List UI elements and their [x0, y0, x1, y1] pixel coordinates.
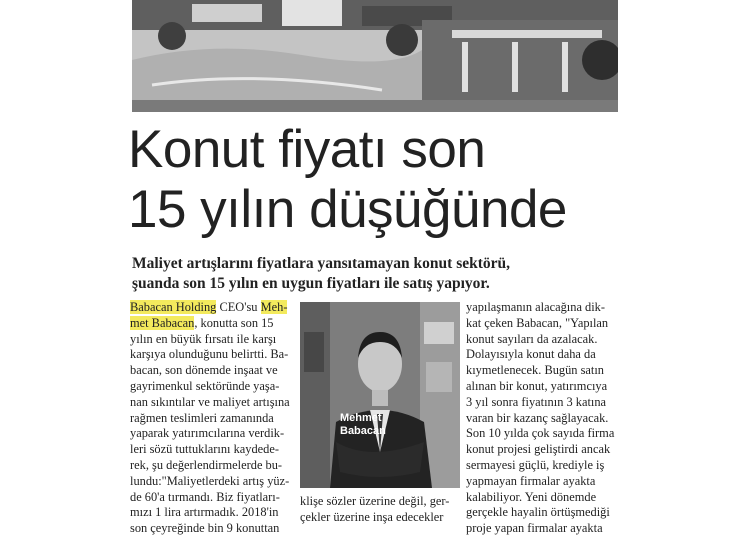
headline-line-2: 15 yılın düşüğünde	[128, 180, 567, 239]
column-1-line: rağmen teslimleri zamanında	[130, 410, 274, 425]
column-1-line: leri sözü tuttuklarını kaydede-	[130, 442, 279, 457]
headline-line-1: Konut fiyatı son	[128, 120, 486, 179]
column-1-line: yılın en büyük fırsatı ile karşı	[130, 331, 277, 346]
column-3-line: 3 yıl sonra fiyatının 3 katına	[466, 394, 607, 409]
highlighted-person-name: Meh-	[260, 300, 288, 314]
column-1-line: karşıya olunduğunu belirtti. Ba-	[130, 347, 289, 362]
subheadline-line-1: Maliyet artışlarını fiyatlara yansıtamayan konut sektörü,	[132, 255, 511, 272]
column-3-line: sermayesi güçlü, krediyle iş	[466, 457, 605, 472]
column-3-line: Dolayısıyla konut daha da	[466, 347, 596, 362]
column-1-line: bacan, son dönemde inşaat ve	[130, 363, 278, 378]
column-1-line: yaparak yatırımcılarına verdik-	[130, 426, 285, 441]
column-3-line: konut projesi geliştirdi ancak	[466, 442, 611, 457]
column-2-line: çekler üzerine inşa edecekler	[300, 509, 444, 524]
column-3-line: kıymetlenecek. Bugün satın	[466, 363, 604, 378]
highlighted-person-name: met Babacan	[130, 315, 195, 330]
column-3-line: varan bir kazanç sağlayacak.	[466, 410, 609, 425]
column-1-line: mızı 1 lira artırmadık. 2018'in	[130, 505, 279, 520]
subheadline	[132, 254, 622, 294]
column-3-line: kalabiliyor. Yeni dönemde	[466, 489, 597, 504]
column-3-line: yapılaşmanın alacağına dik-	[466, 300, 605, 314]
column-3-line: Son 10 yılda çok sayıda firma	[466, 426, 615, 441]
portrait-photo	[300, 302, 460, 488]
column-1-line: son çeyreğinde bin 9 konuttan	[130, 521, 280, 536]
headline	[128, 120, 628, 240]
article-column-2	[300, 494, 465, 526]
column-3-line: kat çeken Babacan, "Yapılan	[466, 315, 609, 330]
column-3-line: konut sayıları da azalacak.	[466, 331, 598, 346]
column-3-line: yapmayan firmalar ayakta	[466, 473, 596, 488]
column-2-line: klişe sözler üzerine değil, ger-	[300, 494, 450, 508]
column-3-line: proje yapan firmalar ayakta	[466, 521, 603, 536]
caption-line-1: Mehmet	[340, 412, 382, 424]
column-1-line: gayrimenkul sektöründe yaşa-	[130, 378, 280, 393]
column-3-line: gerçekle hayalin örtüşmediği	[466, 505, 610, 520]
column-1-line: rek, şu değerlendirmelerde bu-	[130, 457, 283, 472]
article-column-1	[130, 300, 295, 537]
caption-line-2: Babacan	[340, 425, 386, 437]
article-column-3	[466, 300, 626, 537]
top-landscape-photo	[132, 0, 618, 112]
column-1-line: Babacan Holding CEO'su Meh-	[130, 300, 288, 314]
column-1-line: de 60'a tırmandı. Biz fiyatları-	[130, 489, 280, 504]
column-1-line: met Babacan, konutta son 15	[130, 315, 274, 330]
column-3-line: alınan bir konut, yatırımcıya	[466, 378, 608, 393]
column-1-line: lundu:"Maliyetlerdeki artış yüz-	[130, 473, 290, 488]
highlighted-company-name: Babacan Holding	[130, 300, 217, 314]
subheadline-line-2: şuanda son 15 yılın en uygun fiyatları ile satış yapıyor.	[132, 275, 490, 292]
column-1-line: nan sıkıntılar ve maliyet artışına	[130, 394, 290, 409]
photo-caption	[340, 412, 386, 438]
